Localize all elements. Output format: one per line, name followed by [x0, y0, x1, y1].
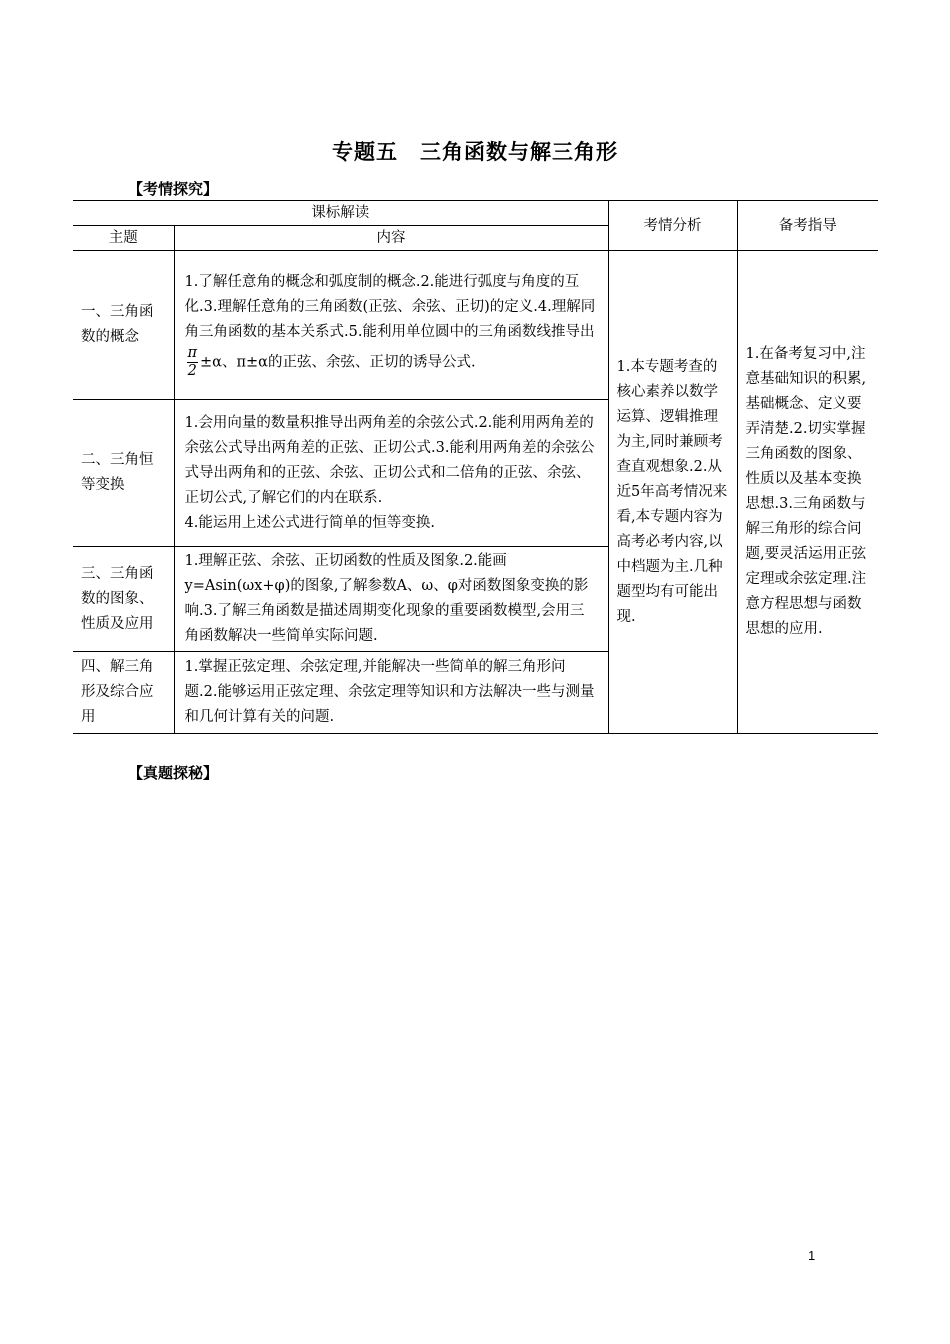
content-cell: 1.掌握正弦定理、余弦定理,并能解决一些简单的解三角形问题.2.能够运用正弦定理、余弦定理等知识和方法解决一些与测量和几何计算有关的问题.: [174, 652, 608, 734]
header-analysis-cell: 考情分析: [608, 201, 737, 251]
content-cell: [174, 251, 608, 400]
topic-cell: 一、三角函数的概念: [73, 251, 174, 400]
header-group-cell: 课标解读: [73, 201, 608, 226]
analysis-cell: 1.本专题考查的核心素养以数学运算、逻辑推理为主,同时兼顾考查直观想象.2.从近5年高考情况来看,本专题内容为高考必考内容,以中档题为主.几种题型均有可能出现.: [608, 251, 737, 734]
topic-cell: 四、解三角形及综合应用: [73, 652, 174, 734]
guide-cell: 1.在备考复习中,注意基础知识的积累,基础概念、定义要弄清楚.2.切实掌握三角函数的图象、性质以及基本变换思想.3.三角函数与解三角形的综合问题,要灵活运用正弦定理或余弦定理.注意方程思想与函数思想的应用.: [737, 251, 878, 734]
topic-cell: 三、三角函数的图象、性质及应用: [73, 547, 174, 652]
header-topic-cell: 主题: [73, 226, 174, 251]
content-text: ±α、π±α的正弦、余弦、正切的诱导公式.: [200, 354, 476, 371]
table-header-row: [73, 201, 878, 226]
section-heading-real-exam: 【真题探秘】: [128, 764, 219, 782]
content-text: 1.了解任意角的概念和弧度制的概念.2.能进行弧度与角度的互化.3.理解任意角的三角函数(正弦、余弦、正切)的定义.4.理解同角三角函数的基本关系式.5.能利用单位圆中的三角函数线推导出: [184, 274, 596, 340]
section-heading-exam-analysis: 【考情探究】: [128, 180, 219, 198]
content-cell: [174, 400, 608, 547]
fraction-denominator: 2: [187, 363, 197, 379]
topic-cell: 二、三角恒等变换: [73, 400, 174, 547]
fraction-numerator: π: [187, 345, 198, 361]
header-content-cell: 内容: [174, 226, 608, 251]
content-cell: 1.理解正弦、余弦、正切函数的性质及图象.2.能画y=Asin(ωx+φ)的图象,了解参数A、ω、φ对函数图象变换的影响.3.了解三角函数是描述周期变化现象的重要函数模型,会用三角函数解决一些简单实际问题.: [174, 547, 608, 652]
curriculum-table: [73, 200, 878, 734]
page-title: 专题五 三角函数与解三角形: [332, 140, 618, 164]
table-row: [73, 251, 878, 400]
fraction: [187, 345, 199, 380]
page-number: 1: [808, 1248, 816, 1263]
content-text: 1.会用向量的数量积推导出两角差的余弦公式.2.能利用两角差的余弦公式导出两角差的正弦、正切公式.3.能利用两角差的余弦公式导出两角和的正弦、余弦、正切公式和二倍角的正弦、余弦、正切公式,了解它们的内在联系.: [184, 414, 595, 506]
header-guide-cell: 备考指导: [737, 201, 878, 251]
content-text: 4.能运用上述公式进行简单的恒等变换.: [184, 514, 435, 531]
